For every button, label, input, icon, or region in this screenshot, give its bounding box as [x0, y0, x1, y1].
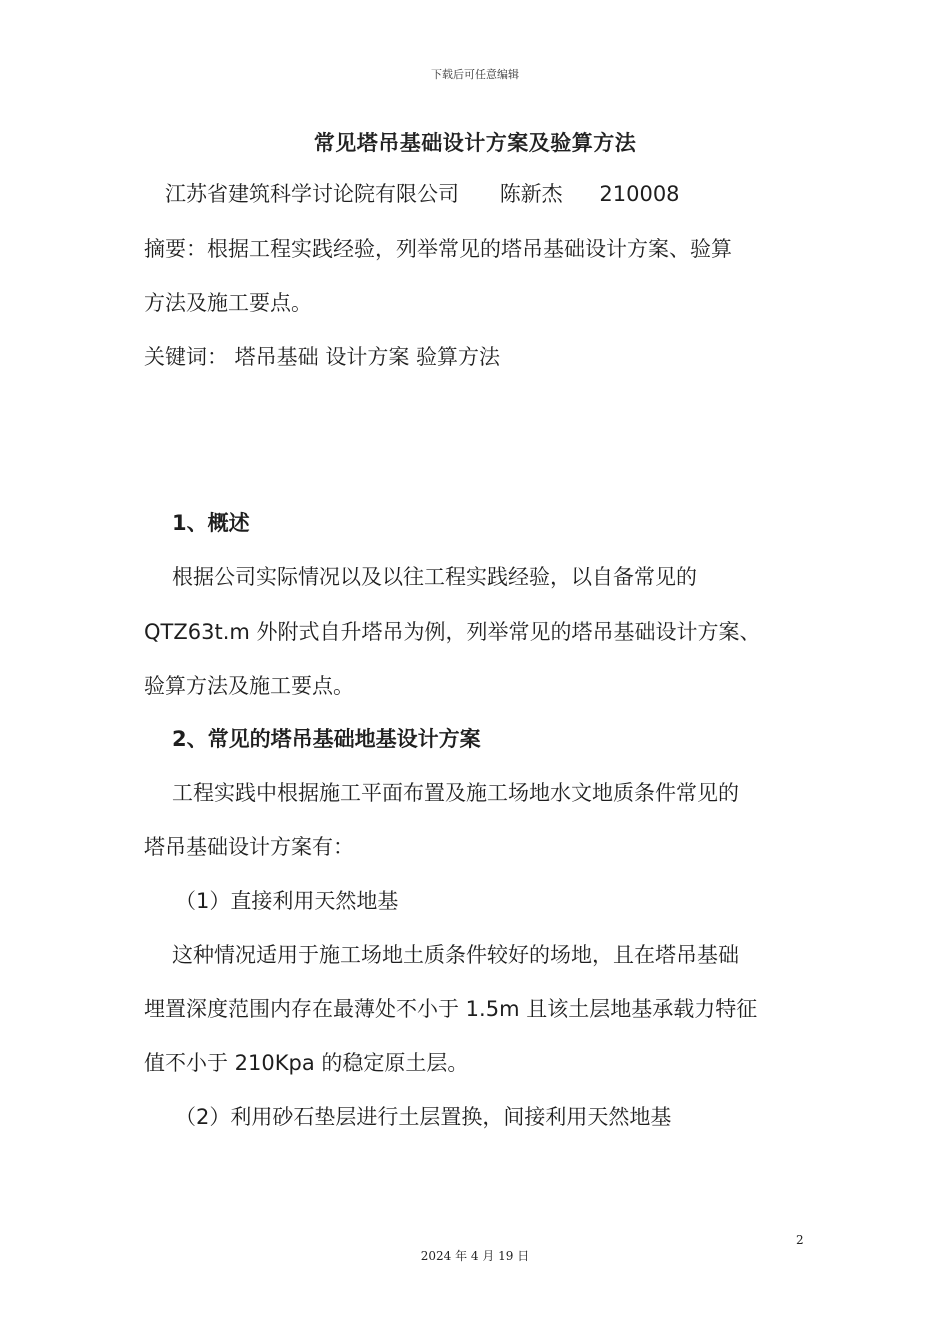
- abstract-line-1: 摘要：根据工程实践经验，列举常见的塔吊基础设计方案、验算: [144, 237, 732, 261]
- section-2-intro-line-1: 工程实践中根据施工平面布置及施工场地水文地质条件常见的: [172, 781, 739, 805]
- section-1-line-2: QTZ63t.m 外附式自升塔吊为例，列举常见的塔吊基础设计方案、: [144, 620, 761, 644]
- section-1-line-1: 根据公司实际情况以及以往工程实践经验，以自备常见的: [172, 565, 697, 589]
- section-1-heading: 1、概述: [172, 511, 250, 535]
- section-2-heading: 2、常见的塔吊基础地基设计方案: [172, 727, 481, 751]
- section-2-item-1-line-1: 这种情况适用于施工场地土质条件较好的场地，且在塔吊基础: [172, 943, 739, 967]
- author-postcode: 210008: [599, 182, 680, 206]
- page-number: 2: [796, 1233, 804, 1247]
- document-title: 常见塔吊基础设计方案及验算方法: [313, 131, 637, 155]
- abstract-line-2: 方法及施工要点。: [144, 291, 312, 315]
- author-line: [165, 179, 855, 209]
- page-header-note: 下载后可任意编辑: [431, 68, 519, 81]
- section-2-item-1-line-2: 埋置深度范围内存在最薄处不小于 1.5m 且该土层地基承载力特征: [144, 997, 758, 1021]
- section-2-item-1-heading: （1）直接利用天然地基: [175, 889, 399, 913]
- section-1-line-3: 验算方法及施工要点。: [144, 674, 354, 698]
- footer-date: 2024 年 4 月 19 日: [420, 1249, 530, 1263]
- section-2-item-2-heading: （2）利用砂石垫层进行土层置换，间接利用天然地基: [175, 1105, 672, 1129]
- section-2-intro-line-2: 塔吊基础设计方案有：: [144, 835, 354, 859]
- author-name: 陈新杰: [499, 182, 563, 206]
- author-organization: 江苏省建筑科学讨论院有限公司: [165, 182, 459, 206]
- section-2-item-1-line-3: 值不小于 210Kpa 的稳定原土层。: [144, 1051, 469, 1075]
- keywords-line: 关键词： 塔吊基础 设计方案 验算方法: [144, 345, 501, 369]
